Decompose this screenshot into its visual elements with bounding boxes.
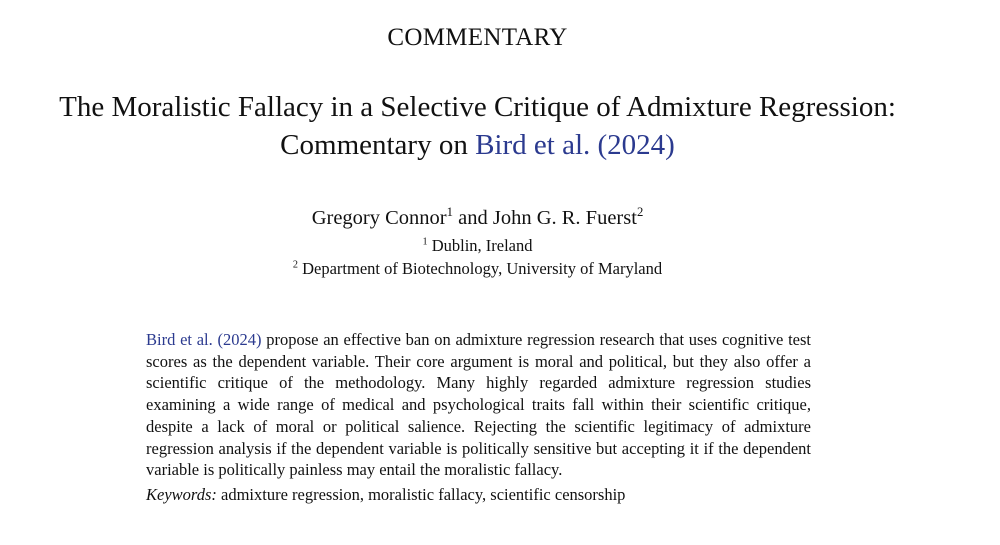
affiliation-1	[0, 236, 955, 256]
affiliation-mark-1: 1	[422, 236, 428, 248]
title-line-1: The Moralistic Fallacy in a Selective Critique of Admixture Regression:	[59, 91, 896, 123]
title-citation-link[interactable]: Bird et al. (2024)	[475, 129, 675, 161]
author-affil-mark-1: 1	[446, 205, 453, 220]
keywords-text: admixture regression, moralistic fallacy, scientific censorship	[216, 485, 626, 504]
affiliation-mark-2: 2	[292, 259, 298, 271]
author-name-1: Gregory Connor	[311, 207, 447, 229]
affiliation-text-1: Dublin, Ireland	[427, 236, 533, 255]
abstract-body: propose an effective ban on admixture regression research that uses cognitive test scores as the dependent variable. Their core argument is moral and political, but they also offer a scientific critique of the methodology. Many highly regarded admixture regression studies examining a wide range of medical and psychological traits fall within their scientific critique, despite a lack of moral or political salience. Rejecting the scientific legitimacy of admixture regression analysis if the dependent variable is politically sensitive but accepting it if the dependent variable is politically painless may entail the moralistic fallacy.	[146, 330, 812, 480]
affiliation-2	[0, 259, 955, 279]
abstract	[146, 329, 811, 481]
title-prefix: Commentary on	[280, 129, 476, 161]
section-label: COMMENTARY	[387, 24, 568, 51]
author-list	[0, 207, 955, 230]
abstract-citation-link[interactable]: Bird et al. (2024)	[146, 330, 262, 349]
keywords	[146, 485, 811, 505]
author-connector: and	[452, 207, 493, 229]
author-affil-mark-2: 2	[636, 205, 644, 220]
affiliation-text-2: Department of Biotechnology, University of Maryland	[297, 259, 663, 278]
author-name-2: John G. R. Fuerst	[492, 207, 637, 229]
paper-title	[0, 88, 955, 164]
keywords-label: Keywords:	[146, 485, 217, 504]
title-line-2	[0, 126, 955, 164]
